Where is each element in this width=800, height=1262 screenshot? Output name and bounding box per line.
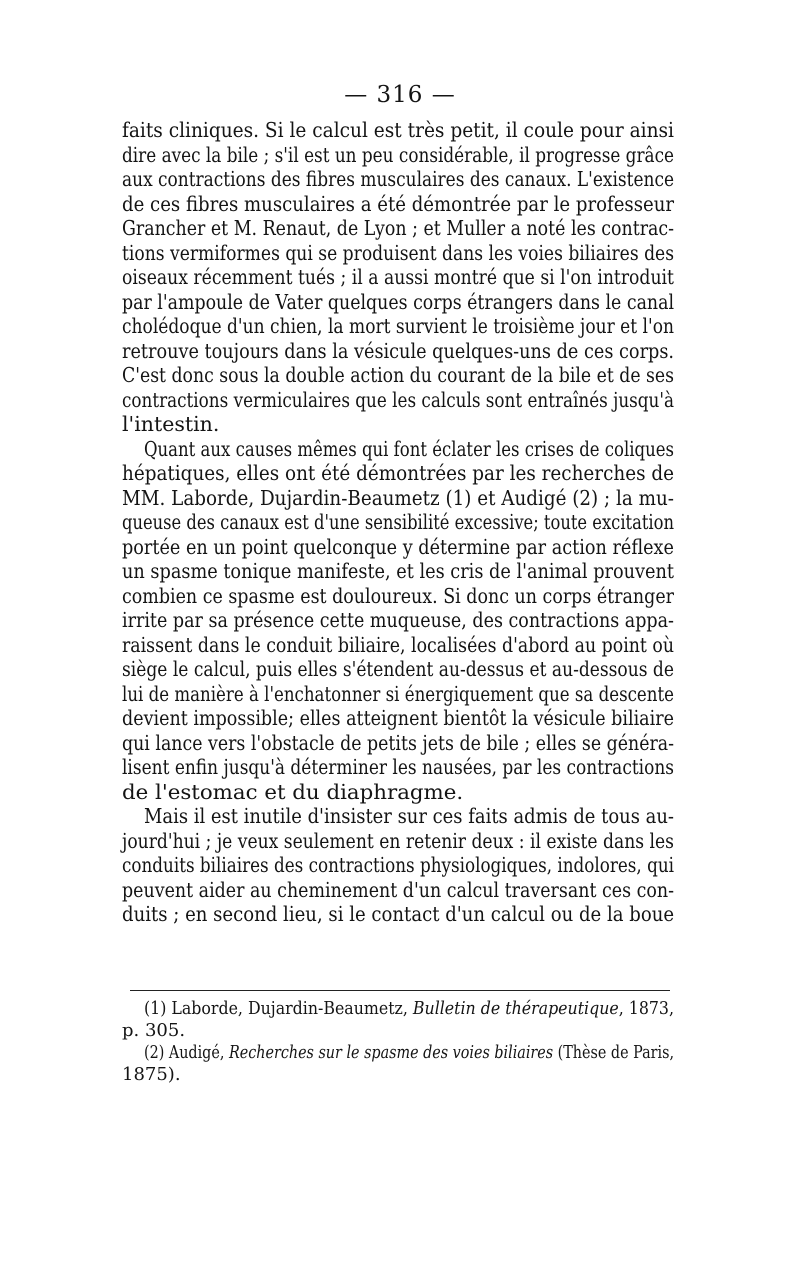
text-line: oiseaux récemment tués ; il a aussi montré que si l'on introduit (122, 265, 674, 289)
footnote-1-tail: , 1873, (618, 998, 674, 1019)
text-line: combien ce spasme est douloureux. Si donc un corps étranger (122, 583, 675, 608)
text-line: par l'ampoule de Vater quelques corps étrangers dans le canal (122, 289, 675, 314)
text-line: lui de manière à l'enchatonner si énergiquement que sa descente (122, 681, 674, 706)
text-line: de l'estomac et du diaphragme. (122, 779, 464, 804)
footnote-2-tail: (Thèse de Paris, (553, 1042, 675, 1063)
text-line: MM. Laborde, Dujardin-Beaumetz (1) et Audigé (2) ; la mu- (122, 485, 674, 510)
footnote-divider (130, 990, 670, 991)
text-line: peuvent aider au cheminement d'un calcul traversant ces con- (122, 877, 674, 902)
text-line: retrouve toujours dans la vésicule quelques-uns de ces corps. (122, 338, 675, 363)
footnotes (122, 998, 674, 1086)
text-line: C'est donc sous la double action du courant de la bile et de ses (122, 363, 675, 387)
text-line: contractions vermiculaires que les calculs sont entraînés jusqu'à (122, 387, 674, 412)
footnote-1-lead: (1) Laborde, Dujardin-Beaumetz, (144, 998, 413, 1019)
text-line: siège le calcul, puis elles s'étendent au-dessus et au-dessous de (122, 657, 674, 681)
text-line: qui lance vers l'obstacle de petits jets de bile ; elles se généra- (122, 730, 675, 755)
text-line: dire avec la bile ; s'il est un peu considérable, il progresse grâce (122, 142, 675, 167)
footnote-2-lead: (2) Audigé, (144, 1042, 229, 1063)
text-line: faits cliniques. Si le calcul est très petit, il coule pour ainsi (122, 118, 674, 142)
text-line: tions vermiformes qui se produisent dans les voies biliaires des (122, 240, 675, 265)
text-line: jourd'hui ; je veux seulement en retenir deux : il existe dans les (122, 828, 674, 853)
footnote-2-title: Recherches sur le spasme des voies biliaires (228, 1042, 554, 1063)
footnote-1-continuation: p. 305. (122, 1020, 186, 1041)
text-line: portée en un point quelconque y détermine par action réflexe (122, 534, 674, 559)
footnote-1 (125, 998, 674, 1020)
footnote-1-title: Bulletin de thérapeutique (412, 998, 619, 1019)
text-line: cholédoque d'un chien, la mort survient le troisième jour et l'on (122, 314, 674, 338)
text-line: Grancher et M. Renaut, de Lyon ; et Muller a noté les contrac- (122, 216, 675, 240)
text-line: aux contractions des fibres musculaires des canaux. L'existence (122, 167, 675, 191)
text-line: lisent enfin jusqu'à déterminer les nausées, par les contractions (122, 755, 674, 779)
text-line: un spasme tonique manifeste, et les cris de l'animal prouvent (122, 559, 675, 583)
footnote-2-continuation: 1875). (122, 1064, 181, 1085)
text-line: hépatiques, elles ont été démontrées par les recherches de (122, 461, 674, 485)
paragraph-start-line: Mais il est inutile d'insister sur ces faits admis de tous au- (144, 804, 674, 828)
body-text (122, 118, 674, 927)
text-line: irrite par sa présence cette muqueuse, des contractions appa- (122, 608, 674, 632)
text-line: de ces fibres musculaires a été démontrée par le professeur (122, 191, 675, 216)
paragraph-start-line: Quant aux causes mêmes qui font éclater les crises de coliques (144, 436, 675, 461)
text-line: raissent dans le conduit biliaire, localisées d'abord au point où (122, 632, 675, 657)
text-line: conduits biliaires des contractions physiologiques, indolores, qui (122, 853, 674, 877)
text-line: queuse des canaux est d'une sensibilité excessive; toute excitation (122, 510, 675, 534)
footnote-2 (126, 1042, 675, 1064)
text-line: devient impossible; elles atteignent bientôt la vésicule biliaire (122, 706, 674, 730)
page-number: — 316 — (344, 82, 456, 108)
text-line: l'intestin. (122, 412, 220, 436)
text-line: duits ; en second lieu, si le contact d'un calcul ou de la boue (122, 902, 675, 926)
